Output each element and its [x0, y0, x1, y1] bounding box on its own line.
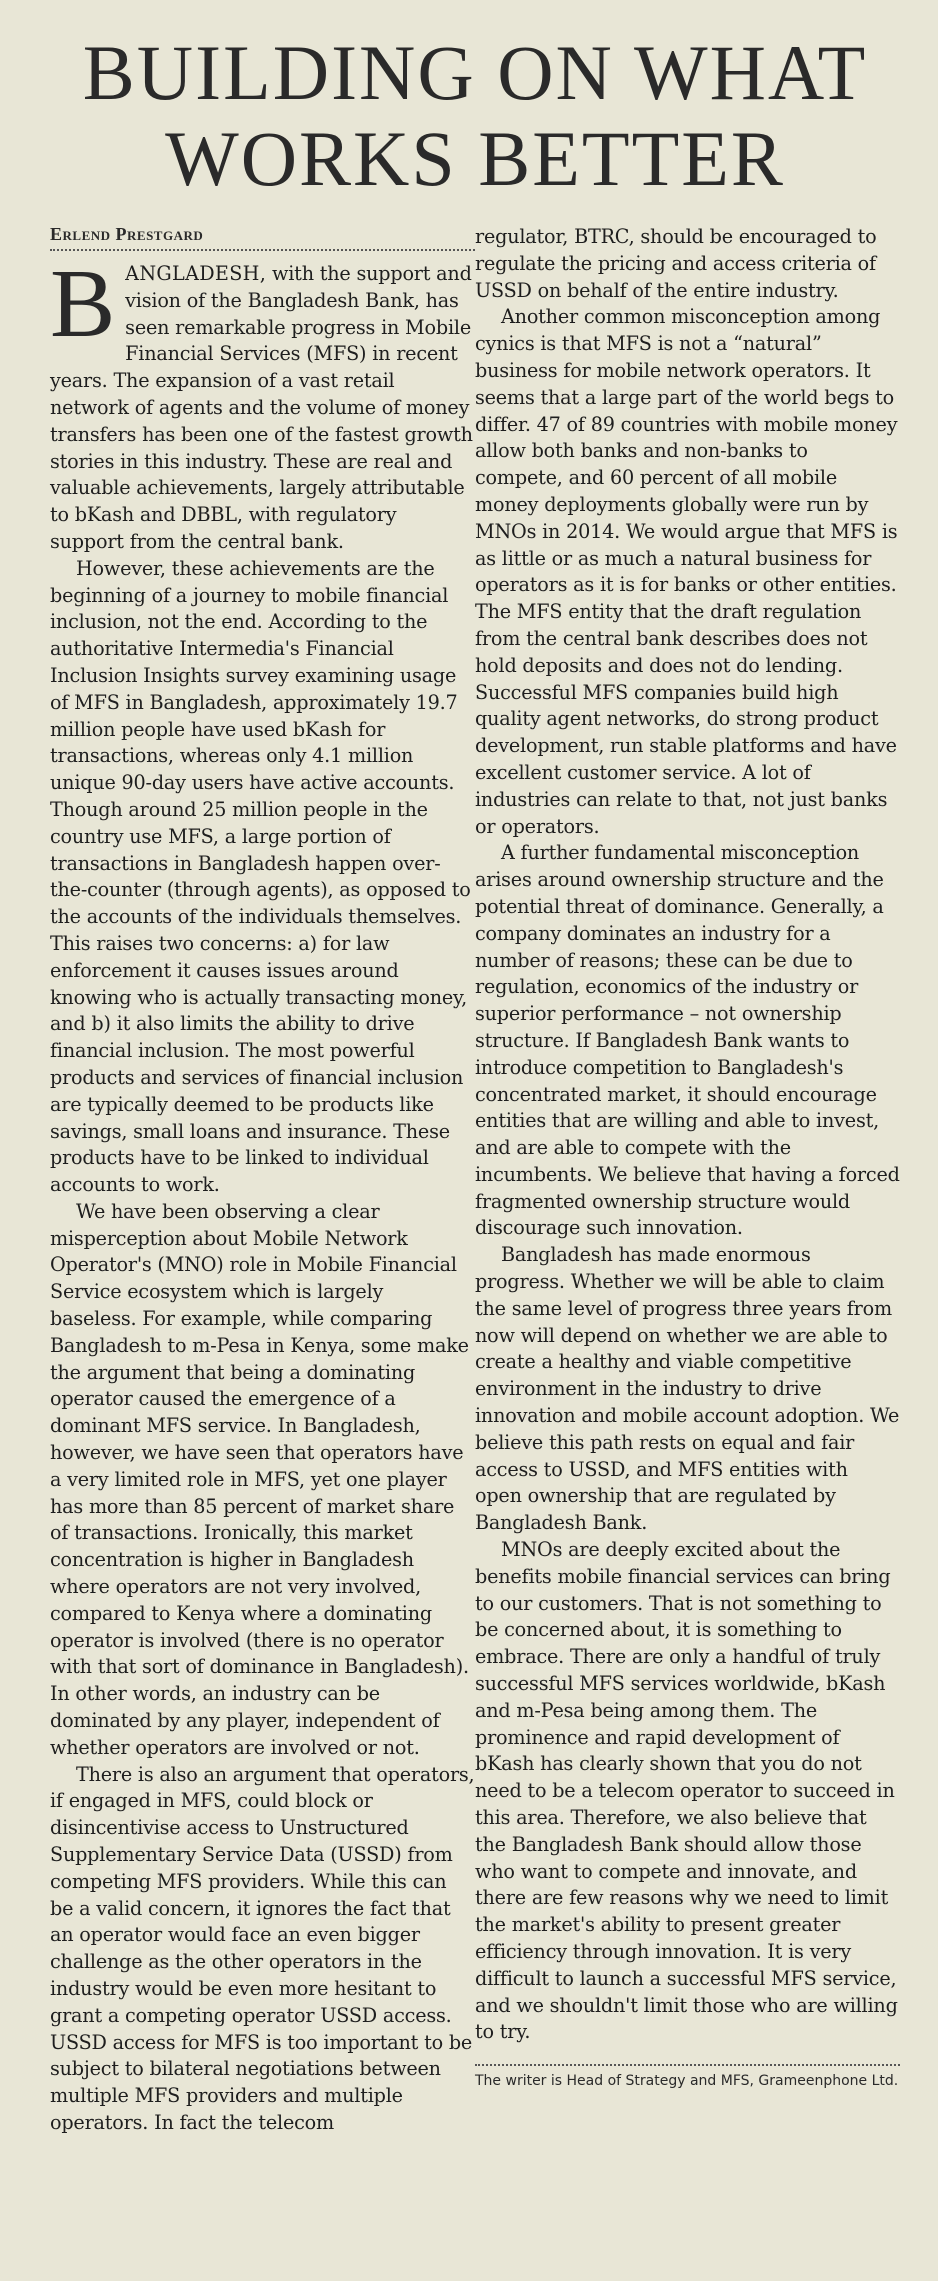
author-footnote: The writer is Head of Strategy and MFS, Grameenphone Ltd.	[475, 2064, 900, 2090]
byline: Erlend Prestgard	[50, 224, 475, 251]
body-paragraph: Bangladesh has made enormous progress. Whether we will be able to claim the same level of progress three years from now will depend on whether we are able to create a healthy and viable competitive environment in the industry to drive innovation and mobile account adoption. We believe this path rests on equal and fair access to USSD, and MFS entities with open ownership that are regulated by Bangladesh Bank.	[475, 1243, 900, 1535]
lead-caps: ANGLADESH,	[125, 262, 267, 285]
right-column	[475, 224, 900, 2137]
lead-paragraph	[50, 250, 475, 556]
body-paragraph: We have been observing a clear misperception about Mobile Network Operator's (MNO) role in Mobile Financial Service ecosystem which is largely baseless. For example, while comparing Bangladesh to m-Pesa in Kenya, some make the argument that being a dominating operator caused the emergence of a dominant MFS service. In Bangladesh, however, we have seen that operators have a very limited role in MFS, yet one player has more than 85 percent of market share of transactions. Ironically, this market concentration is higher in Bangladesh where operators are not very involved, compared to Kenya where a dominating operator is involved (there is no operator with that sort of dominance in Bangladesh). In other words, an industry can be dominated by any player, independent of whether operators are involved or not.	[50, 1199, 469, 1759]
body-paragraph: However, these achievements are the beginning of a journey to mobile financial inclusion, not the end. According to the authoritative Intermedia's Financial Inclusion Insights survey examining usage of MFS in Bangladesh, approximately 19.7 million people have used bKash for transactions, whereas only 4.1 million unique 90-day users have active accounts. Though around 25 million people in the country use MFS, a large portion of transactions in Bangladesh happen over-the-counter (through agents), as opposed to the accounts of the individuals themselves. This raises two concerns: a) for law enforcement it causes issues around knowing who is actually transacting money, and b) it also limits the ability to drive financial inclusion. The most powerful products and services of financial inclusion are typically deemed to be products like savings, small loans and insurance. These products have to be linked to individual accounts to work.	[50, 556, 471, 1197]
drop-cap: B	[50, 250, 116, 358]
headline: BUILDING ON WHAT WORKS BETTER	[82, 29, 868, 202]
body-paragraph: There is also an argument that operators, if engaged in MFS, could block or disincentivise access to Unstructured Supplementary Service Data (USSD) from competing MFS providers. While this can be a valid concern, it ignores the fact that an operator would face an even bigger challenge as the other operators in the industry would be even more hesitant to grant a competing operator USSD access. USSD access for MFS is too important to be subject to bilateral negotiations between multiple MFS providers and multiple operators. In fact the telecom	[50, 1762, 475, 2134]
body-paragraph: A further fundamental misconception arises around ownership structure and the potential threat of dominance. Generally, a company dominates an industry for a number of reasons; these can be due to regulation, economics of the industry or superior performance – not ownership structure. If Bangladesh Bank wants to introduce competition to Bangladesh's concentrated market, it should encourage entities that are willing and able to invest, and are able to compete with the incumbents. We believe that having a forced fragmented ownership structure would discourage such innovation.	[475, 841, 900, 1240]
left-column	[50, 224, 475, 2137]
lead-text: with the support and vision of the Bangladesh Bank, has seen remarkable progress in Mobile Financial Services (MFS) in recent years. The expansion of a vast retail network of agents and the volume of money transfers has been one of the fastest growth stories in this industry. These are real and valuable achievements, largely attributable to bKash and DBBL, with regulatory support from the central bank.	[50, 262, 473, 553]
article-columns	[50, 224, 900, 2137]
body-paragraph: MNOs are deeply excited about the benefits mobile financial services can bring to our customers. That is not something to be concerned about, it is something to embrace. There are only a handful of truly successful MFS services worldwide, bKash and m-Pesa being among them. The prominence and rapid development of bKash has clearly shown that you do not need to be a telecom operator to succeed in this area. Therefore, we also believe that the Bangladesh Bank should allow those who want to compete and innovate, and there are few reasons why we need to limit the market's ability to present greater efficiency through innovation. It is very difficult to launch a successful MFS service, and we shouldn't limit those who are willing to try.	[475, 1538, 898, 2044]
continued-paragraph: regulator, BTRC, should be encouraged to regulate the pricing and access criteria of USSD on behalf of the entire industry.	[475, 225, 877, 302]
body-paragraph: Another common misconception among cynics is that MFS is not a “natural” business for mobile network operators. It seems that a large part of the world begs to differ. 47 of 89 countries with mobile money allow both banks and non-banks to compete, and 60 percent of all mobile money deployments globally were run by MNOs in 2014. We would argue that MFS is as little or as much a natural business for operators as it is for banks or other entities. The MFS entity that the draft regulation from the central bank describes does not hold deposits and does not do lending. Successful MFS companies build high quality agent networks, do strong product development, run stable platforms and have excellent customer service. A lot of industries can relate to that, not just banks or operators.	[475, 305, 898, 838]
